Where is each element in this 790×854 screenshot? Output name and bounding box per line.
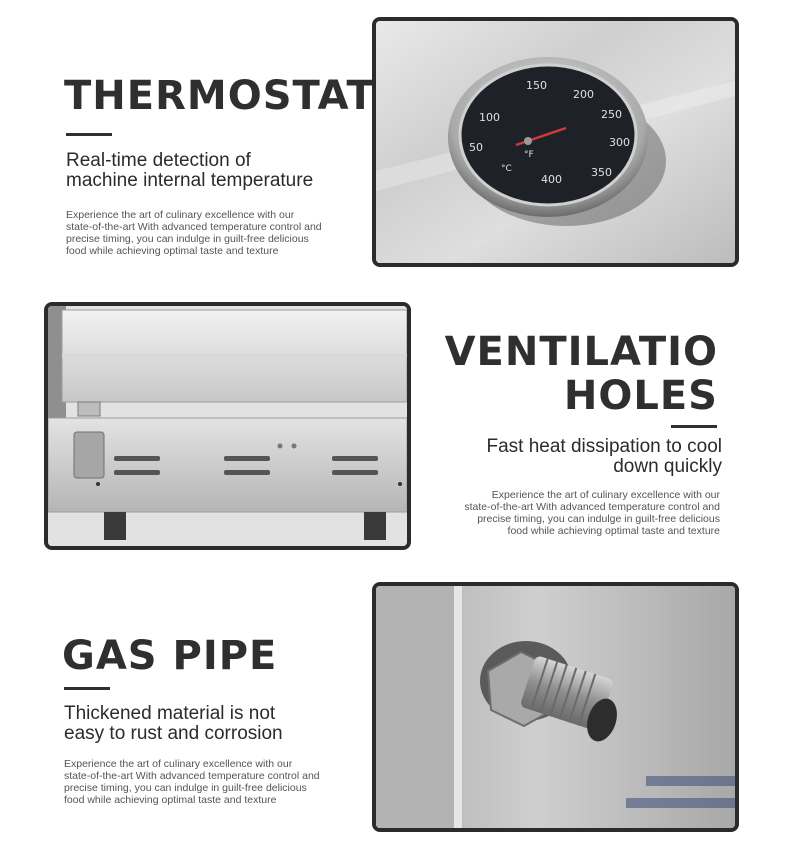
svg-text:150: 150 (526, 79, 547, 92)
thermostat-section (0, 0, 790, 280)
ventilation-subtitle: Fast heat dissipation to cool down quickly (486, 436, 722, 477)
ventilation-title: VENTILATIO HOLES (444, 329, 718, 419)
gas-pipe-description: Experience the art of culinary excellence with our state-of-the-art With advanced temperature control and precise timing, you can indulge in guilt-free delicious food while achieving optimal taste and texture (64, 758, 320, 806)
svg-text:100: 100 (479, 111, 500, 124)
svg-text:300: 300 (609, 136, 630, 149)
gas-pipe-subtitle: Thickened material is not easy to rust and corrosion (64, 703, 283, 744)
ventilation-divider (671, 425, 717, 428)
svg-text:400: 400 (541, 173, 562, 186)
thermostat-divider (66, 133, 112, 136)
gas-pipe-photo (372, 582, 739, 832)
gas-pipe-divider (64, 687, 110, 690)
svg-text:50: 50 (469, 141, 483, 154)
thermostat-description: Experience the art of culinary excellence with our state-of-the-art With advanced temperature control and precise timing, you can indulge in guilt-free delicious food while achieving optimal taste and texture (66, 209, 322, 257)
gas-pipe-title: GAS PIPE (62, 633, 278, 679)
thermostat-title: THERMOSTAT (64, 73, 375, 119)
gas-pipe-section (0, 570, 790, 854)
ventilation-photo (44, 302, 411, 550)
thermostat-subtitle: Real-time detection of machine internal temperature (66, 150, 314, 191)
ventilation-section (0, 290, 790, 560)
svg-text:350: 350 (591, 166, 612, 179)
thermostat-photo (372, 17, 739, 267)
svg-text:250: 250 (601, 108, 622, 121)
svg-text:°F: °F (524, 150, 534, 160)
ventilation-description: Experience the art of culinary excellence with our state-of-the-art With advanced temperature control and precise timing, you can indulge in guilt-free delicious food while achieving optimal taste and texture (464, 489, 720, 537)
svg-text:°C: °C (501, 164, 512, 174)
svg-text:200: 200 (573, 88, 594, 101)
